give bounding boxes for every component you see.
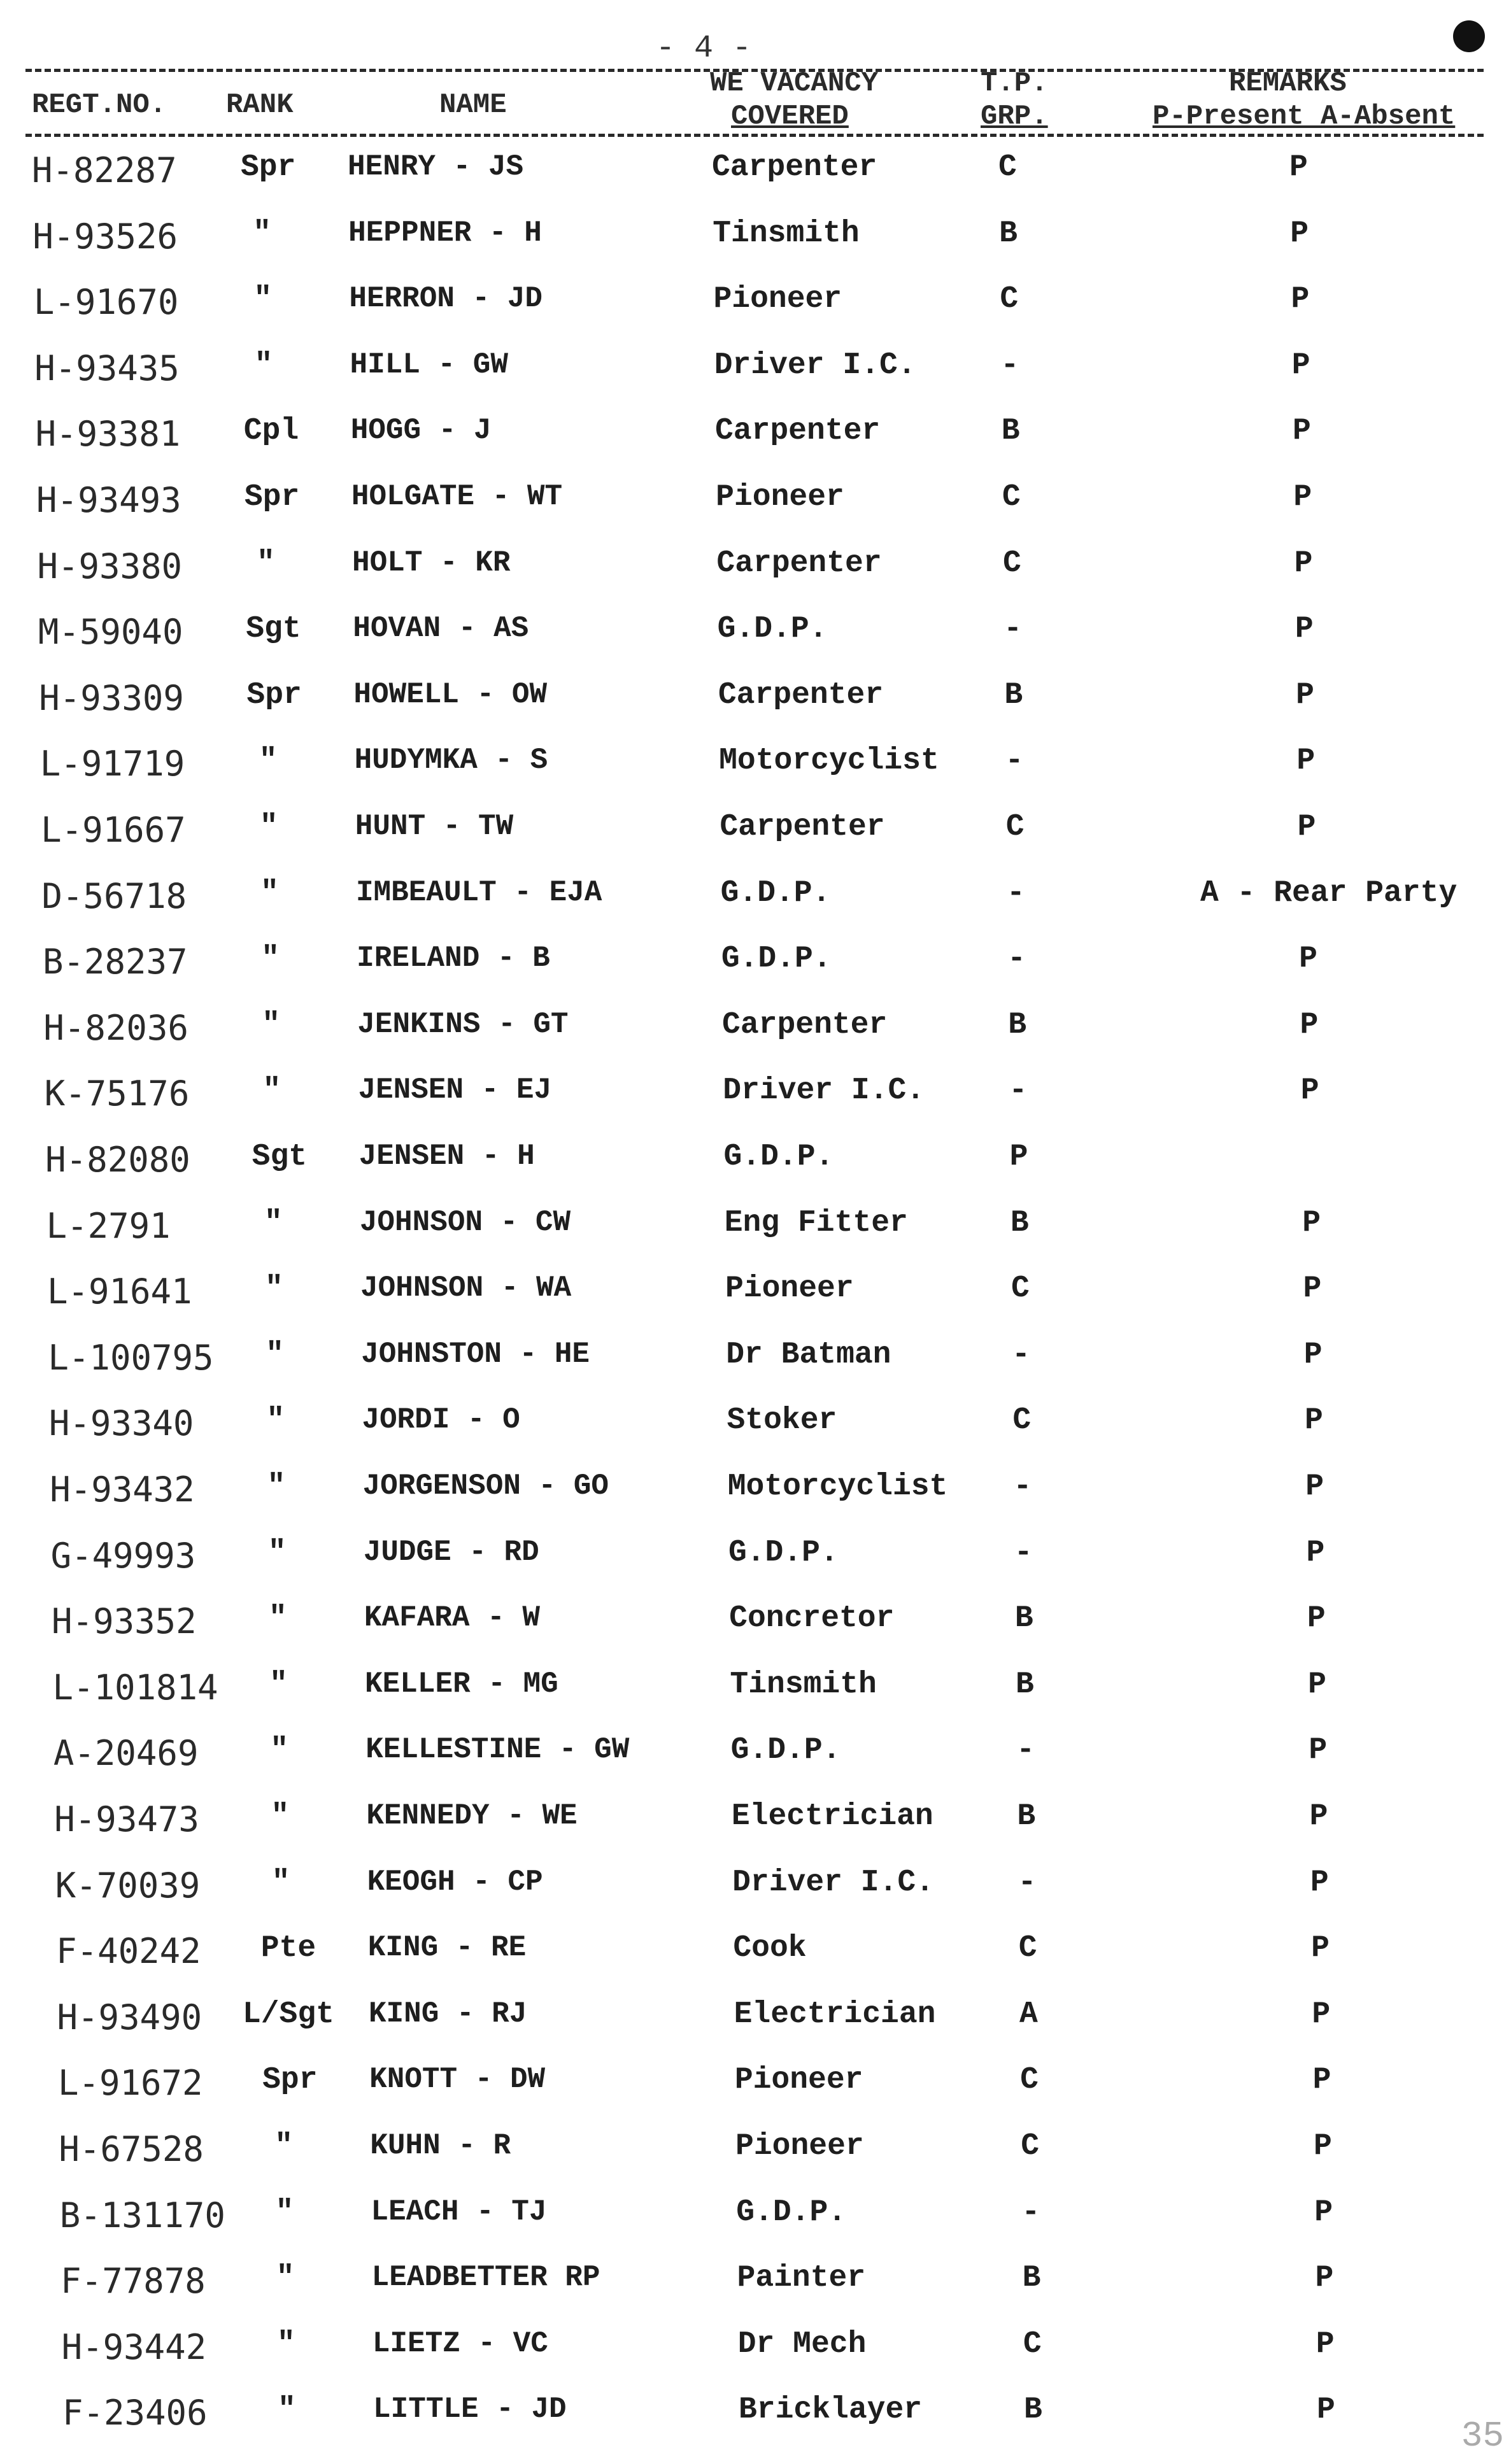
regt-no-cell: H-93490: [57, 1997, 202, 2037]
table-row: [0, 541, 1504, 607]
remarks-cell: P: [1302, 1205, 1321, 1240]
table-row: [0, 1464, 1504, 1530]
rank-cell: ": [266, 1403, 285, 1438]
remarks-cell: P: [1300, 1073, 1319, 1108]
tp-grp-cell: C: [1018, 1931, 1037, 1966]
table-row: [0, 739, 1504, 804]
rank-cell: ": [270, 1733, 289, 1768]
header-name: NAME: [439, 89, 507, 121]
remarks-cell: P: [1316, 2326, 1335, 2361]
remarks-cell: P: [1300, 1007, 1319, 1042]
vacancy-cell: G.D.P.: [736, 2195, 847, 2230]
header-regt-no: REGT.NO.: [32, 89, 167, 121]
table-row: [0, 1003, 1504, 1068]
remarks-cell: P: [1291, 282, 1310, 317]
table-row: [0, 1926, 1504, 1992]
regt-no-cell: A-20469: [53, 1733, 199, 1774]
table-row: [0, 871, 1504, 937]
name-cell: JENSEN - EJ: [358, 1073, 552, 1107]
name-cell: JUDGE - RD: [363, 1535, 539, 1569]
remarks-cell: P: [1308, 1667, 1326, 1702]
table-row: [0, 1266, 1504, 1332]
tp-grp-cell: -: [1007, 942, 1026, 977]
tp-grp-cell: C: [1011, 1271, 1030, 1306]
tp-grp-cell: B: [1004, 677, 1023, 712]
rank-cell: ": [274, 2129, 294, 2163]
name-cell: KING - RE: [367, 1931, 527, 1965]
header-remarks-line1: REMARKS: [1229, 67, 1347, 99]
regt-no-cell: H-93352: [52, 1601, 197, 1642]
rank-cell: ": [271, 1799, 290, 1834]
tp-grp-cell: C: [1000, 282, 1019, 317]
tp-grp-cell: C: [998, 150, 1017, 185]
remarks-cell: A - Rear Party: [1200, 875, 1458, 910]
tp-grp-cell: B: [1010, 1205, 1029, 1240]
table-row: [0, 1662, 1504, 1728]
name-cell: HOLGATE - WT: [351, 480, 563, 513]
vacancy-cell: Carpenter: [720, 810, 885, 844]
name-cell: HENRY - JS: [348, 150, 524, 183]
name-cell: KAFARA - W: [364, 1601, 540, 1635]
tp-grp-cell: C: [1003, 546, 1021, 581]
name-cell: HOGG - J: [350, 414, 492, 448]
tp-grp-cell: B: [1017, 1799, 1036, 1834]
regt-no-cell: D-56718: [41, 875, 187, 916]
name-cell: LEACH - TJ: [371, 2195, 547, 2228]
name-cell: HOWELL - OW: [353, 677, 548, 711]
regt-no-cell: H-93435: [34, 348, 180, 388]
remarks-cell: P: [1291, 348, 1310, 383]
header-tp-line2: GRP.: [981, 101, 1048, 132]
rank-cell: ": [254, 348, 273, 383]
table-row: [0, 805, 1504, 870]
tp-grp-cell: B: [1014, 1601, 1033, 1636]
vacancy-cell: Carpenter: [722, 1007, 888, 1042]
regt-no-cell: L-101814: [52, 1667, 218, 1708]
table-row: [0, 2388, 1504, 2453]
table-row: [0, 1201, 1504, 1266]
regt-no-cell: M-59040: [38, 612, 183, 653]
table-row: [0, 607, 1504, 672]
name-cell: KING - RJ: [368, 1997, 527, 2030]
name-cell: LITTLE - JD: [373, 2393, 567, 2426]
regt-no-cell: L-91672: [57, 2063, 203, 2104]
regt-no-cell: F-40242: [56, 1931, 201, 1972]
vacancy-cell: Painter: [737, 2261, 866, 2296]
name-cell: KELLER - MG: [365, 1667, 558, 1701]
header-rule-bottom: [25, 134, 1484, 137]
regt-no-cell: H-93340: [48, 1403, 194, 1444]
table-row: [0, 673, 1504, 739]
rank-cell: Sgt: [252, 1140, 308, 1174]
table-row: [0, 409, 1504, 474]
rank-cell: ": [259, 744, 278, 779]
vacancy-cell: G.D.P.: [720, 875, 831, 910]
tp-grp-cell: C: [1002, 480, 1021, 514]
remarks-cell: P: [1312, 2063, 1331, 2098]
vacancy-cell: Motorcyclist: [727, 1469, 948, 1504]
table-row: [0, 1860, 1504, 1926]
vacancy-cell: Cook: [733, 1931, 807, 1966]
vacancy-cell: Electrician: [734, 1997, 936, 2032]
rank-cell: ": [261, 942, 280, 977]
name-cell: JOHNSON - WA: [360, 1271, 572, 1305]
table-row: [0, 2124, 1504, 2190]
rank-cell: Spr: [244, 480, 300, 514]
regt-no-cell: H-82080: [45, 1140, 190, 1180]
tp-grp-cell: B: [1016, 1667, 1034, 1702]
remarks-cell: P: [1307, 1601, 1326, 1636]
tp-grp-cell: -: [1006, 875, 1025, 910]
tp-grp-cell: C: [1023, 2326, 1042, 2361]
header-rank: RANK: [226, 89, 294, 121]
rank-cell: ": [260, 875, 279, 910]
regt-no-cell: L-2791: [46, 1205, 171, 1246]
regt-no-cell: G-49993: [50, 1535, 196, 1576]
vacancy-cell: Electrician: [731, 1799, 933, 1834]
table-row: [0, 277, 1504, 343]
rank-cell: ": [253, 282, 273, 317]
remarks-cell: P: [1311, 1931, 1330, 1966]
vacancy-cell: Carpenter: [716, 546, 882, 581]
vacancy-cell: Carpenter: [718, 677, 884, 712]
vacancy-cell: Driver I.C.: [714, 348, 916, 383]
vacancy-cell: Stoker: [727, 1403, 837, 1438]
rank-cell: ": [276, 2326, 295, 2361]
corner-page-mark: 35: [1461, 2416, 1504, 2456]
table-row: [0, 1068, 1504, 1134]
name-cell: JORDI - O: [362, 1403, 520, 1437]
rank-cell: ": [276, 2261, 295, 2296]
table-row: [0, 2190, 1504, 2256]
table-row: [0, 1728, 1504, 1794]
name-cell: KENNEDY - WE: [366, 1799, 578, 1832]
vacancy-cell: Concretor: [729, 1601, 895, 1636]
rank-cell: ": [253, 216, 271, 251]
vacancy-cell: Tinsmith: [730, 1667, 877, 1702]
name-cell: HUDYMKA - S: [354, 744, 548, 777]
vacancy-cell: Pioneer: [735, 2129, 864, 2163]
vacancy-cell: Pioneer: [725, 1271, 854, 1306]
regt-no-cell: K-75176: [44, 1073, 190, 1114]
rank-cell: ": [275, 2195, 294, 2230]
remarks-cell: P: [1309, 1799, 1328, 1834]
regt-no-cell: L-91641: [47, 1271, 192, 1312]
regt-no-cell: H-93526: [32, 216, 178, 257]
tp-grp-cell: -: [1018, 1865, 1037, 1900]
tp-grp-cell: -: [1009, 1073, 1028, 1108]
remarks-cell: P: [1306, 1535, 1325, 1570]
tp-grp-cell: B: [999, 216, 1018, 251]
rank-cell: ": [264, 1205, 283, 1240]
tp-grp-cell: -: [1014, 1535, 1033, 1570]
name-cell: JENSEN - H: [358, 1140, 535, 1173]
name-cell: IMBEAULT - EJA: [355, 875, 602, 909]
vacancy-cell: G.D.P.: [721, 942, 832, 977]
regt-no-cell: H-93493: [36, 480, 181, 520]
rank-cell: Cpl: [243, 414, 299, 449]
tp-grp-cell: B: [1001, 414, 1020, 449]
regt-no-cell: B-131170: [59, 2195, 225, 2235]
table-row: [0, 475, 1504, 541]
remarks-cell: P: [1289, 150, 1308, 185]
remarks-cell: P: [1293, 480, 1312, 514]
remarks-cell: P: [1299, 942, 1317, 977]
remarks-cell: P: [1310, 1865, 1329, 1900]
regt-no-cell: K-70039: [55, 1865, 201, 1906]
rank-cell: ": [262, 1073, 281, 1108]
regt-no-cell: H-93442: [61, 2326, 207, 2367]
rank-cell: ": [269, 1667, 288, 1702]
name-cell: JORGENSON - GO: [362, 1469, 609, 1503]
tp-grp-cell: A: [1019, 1997, 1038, 2032]
remarks-cell: P: [1297, 810, 1316, 844]
tp-grp-cell: -: [1004, 612, 1023, 647]
remarks-cell: P: [1312, 1997, 1331, 2032]
rank-cell: Pte: [260, 1931, 316, 1966]
name-cell: LEADBETTER RP: [371, 2261, 600, 2295]
tp-grp-cell: B: [1024, 2393, 1042, 2428]
header-vacancy-line1: WE VACANCY: [710, 67, 879, 99]
vacancy-cell: Dr Mech: [737, 2326, 867, 2361]
remarks-cell: P: [1315, 2261, 1334, 2296]
regt-no-cell: H-93432: [50, 1469, 195, 1510]
name-cell: KUHN - R: [370, 2129, 511, 2162]
header-tp-line1: T.P.: [981, 67, 1048, 99]
name-cell: KNOTT - DW: [369, 2063, 546, 2097]
rank-cell: ": [271, 1865, 290, 1900]
remarks-cell: P: [1294, 546, 1313, 581]
table-row: [0, 1531, 1504, 1596]
table-row: [0, 1398, 1504, 1464]
table-row: [0, 2322, 1504, 2388]
regt-no-cell: H-93381: [35, 414, 181, 455]
table-row: [0, 145, 1504, 211]
name-cell: HUNT - TW: [355, 810, 514, 843]
tp-grp-cell: C: [1020, 2063, 1039, 2098]
table-row: [0, 1596, 1504, 1662]
rank-cell: ": [265, 1271, 283, 1306]
header-remarks-line2: P-Present A-Absent: [1153, 101, 1456, 132]
tp-grp-cell: -: [1016, 1733, 1035, 1768]
tp-grp-cell: -: [1005, 744, 1024, 779]
tp-grp-cell: C: [1005, 810, 1025, 844]
remarks-cell: P: [1290, 216, 1309, 251]
rank-cell: ": [257, 546, 275, 581]
table-row: [0, 1992, 1504, 2058]
table-row: [0, 1794, 1504, 1860]
name-cell: JENKINS - GT: [357, 1007, 569, 1041]
name-cell: HOLT - KR: [352, 546, 511, 579]
name-cell: JOHNSON - CW: [359, 1205, 571, 1239]
table-row: [0, 1135, 1504, 1200]
ink-blot: [1453, 20, 1485, 52]
tp-grp-cell: B: [1022, 2261, 1041, 2296]
vacancy-cell: Pioneer: [713, 282, 842, 317]
remarks-cell: P: [1303, 1271, 1322, 1306]
vacancy-cell: G.D.P.: [728, 1535, 839, 1570]
vacancy-cell: Carpenter: [714, 414, 881, 449]
vacancy-cell: Motorcyclist: [719, 744, 939, 779]
remarks-cell: P: [1295, 612, 1314, 647]
name-cell: HEPPNER - H: [348, 216, 542, 250]
name-cell: JOHNSTON - HE: [361, 1337, 590, 1371]
remarks-cell: P: [1317, 2393, 1335, 2428]
remarks-cell: P: [1305, 1403, 1323, 1438]
regt-no-cell: F-23406: [62, 2393, 208, 2433]
vacancy-cell: G.D.P.: [717, 612, 828, 647]
tp-grp-cell: C: [1021, 2129, 1040, 2163]
name-cell: HERRON - JD: [349, 282, 543, 316]
rank-cell: Sgt: [246, 612, 301, 647]
vacancy-cell: Bricklayer: [739, 2393, 923, 2428]
vacancy-cell: Carpenter: [712, 150, 877, 185]
name-cell: KEOGH - CP: [367, 1865, 543, 1899]
vacancy-cell: Dr Batman: [726, 1337, 891, 1372]
tp-grp-cell: -: [1013, 1469, 1032, 1504]
regt-no-cell: H-67528: [59, 2129, 204, 2169]
remarks-cell: P: [1305, 1469, 1324, 1504]
vacancy-cell: Driver I.C.: [723, 1073, 925, 1108]
tp-grp-cell: B: [1008, 1007, 1027, 1042]
regt-no-cell: B-28237: [42, 942, 188, 982]
remarks-cell: P: [1296, 677, 1314, 712]
vacancy-cell: Pioneer: [734, 2063, 863, 2098]
remarks-cell: P: [1293, 414, 1311, 449]
name-cell: LIETZ - VC: [372, 2326, 548, 2360]
table-row: [0, 1333, 1504, 1398]
rank-cell: ": [266, 1337, 284, 1372]
rank-cell: ": [262, 1007, 281, 1042]
table-row: [0, 937, 1504, 1002]
rank-cell: ": [278, 2393, 296, 2428]
regt-no-cell: H-82036: [43, 1007, 188, 1048]
remarks-cell: P: [1314, 2195, 1333, 2230]
rank-cell: ": [267, 1469, 286, 1504]
remarks-cell: P: [1309, 1733, 1328, 1768]
remarks-cell: P: [1296, 744, 1316, 779]
vacancy-cell: Driver I.C.: [732, 1865, 934, 1900]
tp-grp-cell: C: [1012, 1403, 1032, 1438]
vacancy-cell: Pioneer: [716, 480, 844, 514]
vacancy-cell: Eng Fitter: [724, 1205, 908, 1240]
page-number: - 4 -: [656, 31, 752, 67]
vacancy-cell: Tinsmith: [713, 216, 860, 251]
tp-grp-cell: P: [1009, 1140, 1028, 1174]
regt-no-cell: H-93473: [54, 1799, 199, 1839]
table-row: [0, 2256, 1504, 2321]
vacancy-cell: G.D.P.: [723, 1140, 834, 1174]
rank-cell: Spr: [246, 677, 302, 712]
rank-cell: L/Sgt: [242, 1997, 334, 2032]
rank-cell: ": [268, 1601, 287, 1636]
tp-grp-cell: -: [1012, 1337, 1030, 1372]
rank-cell: ": [267, 1535, 287, 1570]
regt-no-cell: H-82287: [32, 150, 177, 190]
table-row: [0, 343, 1504, 409]
tp-grp-cell: -: [1000, 348, 1019, 383]
tp-grp-cell: -: [1021, 2195, 1040, 2230]
name-cell: KELLESTINE - GW: [365, 1733, 630, 1767]
regt-no-cell: L-91719: [39, 744, 185, 784]
vacancy-cell: G.D.P.: [730, 1733, 841, 1768]
regt-no-cell: F-77878: [60, 2261, 206, 2302]
table-row: [0, 2058, 1504, 2123]
regt-no-cell: L-91667: [41, 810, 186, 850]
table-row: [0, 211, 1504, 277]
rank-cell: Spr: [241, 150, 296, 185]
rank-cell: ": [259, 810, 278, 844]
regt-no-cell: H-93380: [37, 546, 183, 586]
header-vacancy-line2: COVERED: [731, 101, 849, 132]
remarks-cell: P: [1313, 2129, 1332, 2163]
remarks-cell: P: [1303, 1337, 1323, 1372]
rank-cell: Spr: [262, 2063, 318, 2098]
regt-no-cell: L-91670: [33, 282, 179, 323]
name-cell: IRELAND - B: [357, 942, 550, 975]
regt-no-cell: L-100795: [48, 1337, 214, 1378]
name-cell: HILL - GW: [350, 348, 508, 381]
name-cell: HOVAN - AS: [353, 612, 529, 646]
regt-no-cell: H-93309: [39, 677, 184, 718]
